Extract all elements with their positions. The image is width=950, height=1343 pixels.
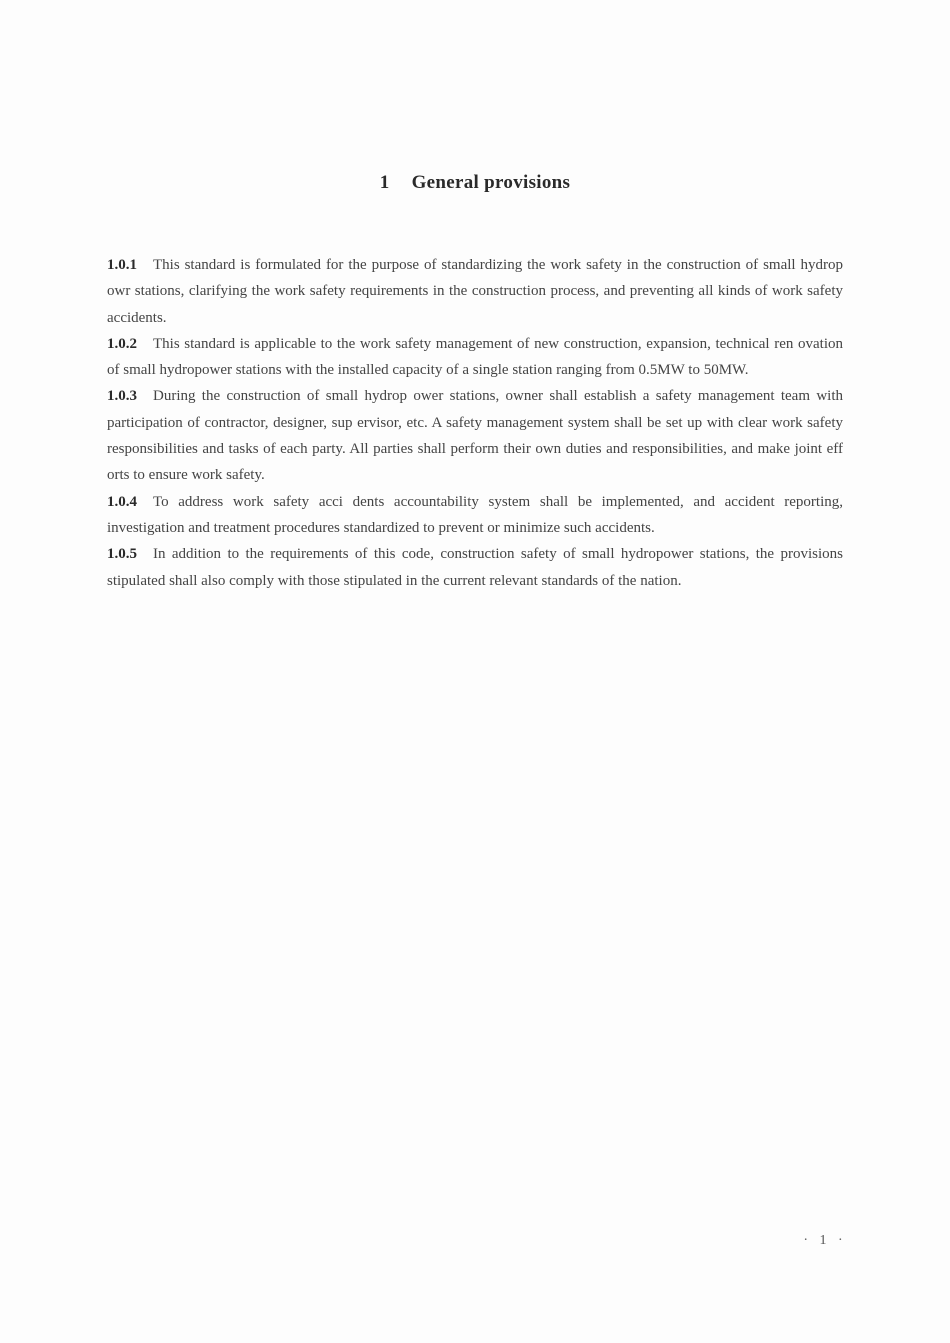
clause-number: 1.0.2 [107, 335, 137, 352]
clause-text: In addition to the requirements of this code, construction safety of small hydropower stations, the provisions stipulated shall also comply with those stipulated in the current relevant standards of the nation. [107, 546, 843, 589]
clause-1-0-4 [107, 489, 843, 542]
clause-number: 1.0.1 [107, 257, 137, 273]
page-number: · 1 · [803, 1233, 847, 1248]
chapter-body [107, 252, 843, 594]
clause-text: To address work safety acci dents accountability system shall be implemented, and accident reporting, investigation and treatment procedures standardized to prevent or minimize such accidents. [107, 493, 843, 536]
clause-1-0-2 [107, 331, 843, 384]
clause-number: 1.0.4 [107, 493, 137, 510]
clause-text: During the construction of small hydrop ower stations, owner shall establish a safety management team with participation of contractor, designer, sup ervisor, etc. A safety management system shall be set up with clear work safety responsibilities and tasks of each party. All parties shall perform their own duties and responsibilities, and make joint eff orts to ensure work safety. [107, 388, 843, 484]
chapter-number: 1 [379, 172, 390, 193]
clause-number: 1.0.3 [107, 388, 137, 405]
clause-text: This standard is applicable to the work safety management of new construction, expansion, technical ren ovation of small hydropower stations with the installed capacity of a single station ranging from 0.5MW to 50MW. [107, 335, 843, 379]
clause-text: This standard is formulated for the purpose of standardizing the work safety in the construction of small hydrop owr stations, clarifying the work safety requirements in the construction process, and preventing all kinds of work safety accidents. [107, 257, 843, 326]
clause-1-0-1 [107, 252, 843, 331]
chapter-heading [0, 172, 950, 194]
clause-number: 1.0.5 [107, 546, 137, 563]
clause-1-0-5 [107, 541, 843, 594]
chapter-title-text: General provisions [411, 172, 571, 193]
clause-1-0-3 [107, 383, 843, 488]
